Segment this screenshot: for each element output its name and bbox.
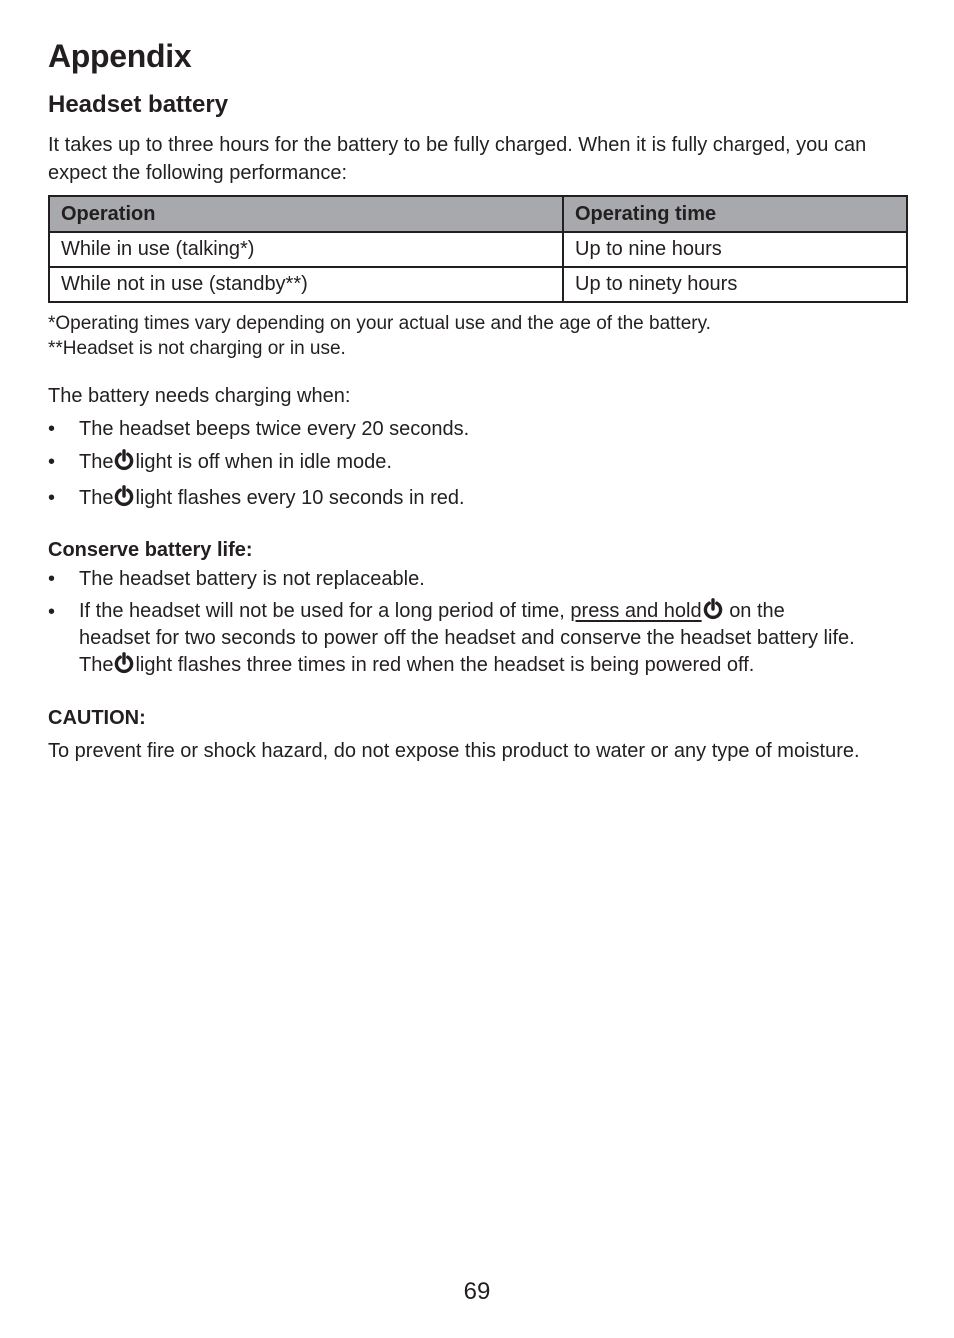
table-cell: While not in use (standby**) [49,267,563,302]
caution-heading: CAUTION: [48,707,146,729]
bullet-dot: • [48,418,56,440]
list-item-text: The [79,487,114,509]
list-item-text: The [79,654,114,676]
power-icon [703,598,723,620]
list-item-text: headset for two seconds to power off the headset and conserve the headset battery life. [79,627,855,649]
list-item-text: The headset beeps twice every 20 seconds. [79,418,470,440]
power-icon [114,449,134,471]
list-item-text: on the [729,600,785,622]
list-item-text: light is off when in idle mode. [135,451,392,473]
list-item-text: The headset battery is not replaceable. [79,568,425,590]
power-icon [114,652,134,674]
caution-text: To prevent fire or shock hazard, do not expose this product to water or any type of moisture. [48,740,860,762]
footnote-2: **Headset is not charging or in use. [48,338,346,359]
conserve-heading: Conserve battery life: [48,539,253,561]
table-cell: Up to ninety hours [563,267,907,302]
page-title: Appendix [48,38,192,74]
page-number: 69 [463,1278,491,1305]
bullet-dot: • [48,487,56,509]
list-item-text: light flashes three times in red when the headset is being powered off. [135,654,755,676]
list-item-text: If the headset will not be used for a long period of time, [79,600,565,622]
header-operation: Operation [49,196,563,232]
table-header-row [49,196,907,232]
table-cell: While in use (talking*) [49,232,563,267]
bullet-dot: • [48,568,56,590]
table-row [49,267,907,302]
press-and-hold-link[interactable]: press and hold [570,600,702,622]
section-title: Headset battery [48,91,229,118]
bullet-dot: • [48,601,56,623]
list-item-text: The [79,451,114,473]
list-item-text: light flashes every 10 seconds in red. [135,487,465,509]
table-row [49,232,907,267]
header-operating-time: Operating time [563,196,907,232]
power-icon [114,485,134,507]
charging-lead: The battery needs charging when: [48,385,351,407]
intro-paragraph: It takes up to three hours for the battery to be fully charged. When it is fully charged, you can expect the following performance: [48,134,867,184]
bullet-dot: • [48,451,56,473]
table-cell: Up to nine hours [563,232,907,267]
footnote-1: *Operating times vary depending on your actual use and the age of the battery. [48,313,711,334]
battery-performance-table [48,195,908,303]
